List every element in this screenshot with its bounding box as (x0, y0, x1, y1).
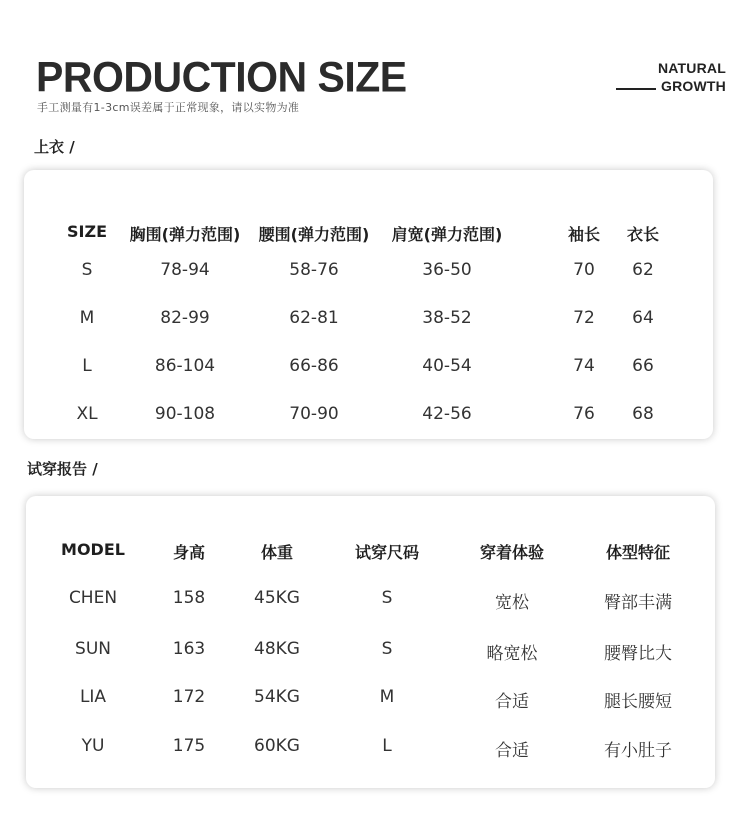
size-cell-r2-c3: 40-54 (422, 356, 472, 376)
fit-cell-r0-c1: 158 (172, 588, 206, 608)
size-cell-r3-c0: XL (76, 404, 98, 424)
size-header-1: 胸围(弹力范围) (129, 225, 241, 244)
fit-cell-r0-c5: 臀部丰满 (604, 593, 672, 613)
fit-cell-r1-c4: 略宽松 (486, 644, 538, 664)
fit-header-4: 穿着体验 (479, 543, 545, 562)
size-cell-r1-c5: 64 (632, 308, 654, 328)
fit-cell-r3-c3: L (382, 736, 392, 756)
size-cell-r2-c5: 66 (632, 356, 654, 376)
fit-cell-r2-c4: 合适 (495, 692, 529, 712)
fit-cell-r3-c0: YU (81, 736, 105, 756)
fit-cell-r2-c3: M (379, 687, 395, 707)
fit-cell-r1-c1: 163 (172, 639, 206, 659)
fit-section-label: 试穿报告 / (27, 460, 98, 478)
brand-mark (616, 60, 726, 96)
brand-line-1: NATURAL (657, 60, 726, 76)
fit-cell-r1-c0: SUN (75, 639, 111, 659)
fit-cell-r1-c2: 48KG (254, 639, 300, 659)
size-cell-r2-c0: L (82, 356, 92, 376)
size-cell-r0-c0: S (81, 260, 93, 280)
brand-underline (616, 88, 656, 90)
size-cell-r0-c2: 58-76 (289, 260, 339, 280)
size-cell-r3-c5: 68 (632, 404, 654, 424)
fit-cell-r3-c5: 有小肚子 (604, 741, 672, 761)
size-cell-r0-c4: 70 (573, 260, 595, 280)
fit-cell-r2-c5: 腿长腰短 (604, 692, 672, 712)
size-header-0: SIZE (66, 222, 108, 241)
size-cell-r1-c4: 72 (573, 308, 595, 328)
size-cell-r0-c3: 36-50 (422, 260, 472, 280)
size-cell-r3-c3: 42-56 (422, 404, 472, 424)
size-cell-r3-c2: 70-90 (289, 404, 339, 424)
fit-cell-r3-c2: 60KG (254, 736, 300, 756)
size-cell-r1-c1: 82-99 (160, 308, 210, 328)
fit-cell-r1-c3: S (381, 639, 393, 659)
fit-header-1: 身高 (172, 543, 206, 562)
size-cell-r1-c0: M (79, 308, 95, 328)
size-cell-r0-c5: 62 (632, 260, 654, 280)
size-chart-card (24, 170, 713, 439)
size-cell-r1-c2: 62-81 (289, 308, 339, 328)
page-title: PRODUCTION SIZE (36, 52, 407, 102)
fit-cell-r3-c4: 合适 (495, 741, 529, 761)
fit-cell-r0-c3: S (381, 588, 393, 608)
size-cell-r2-c2: 66-86 (289, 356, 339, 376)
size-header-3: 肩宽(弹力范围) (391, 225, 503, 244)
size-header-2: 腰围(弹力范围) (258, 225, 370, 244)
size-cell-r0-c1: 78-94 (160, 260, 210, 280)
fit-header-3: 试穿尺码 (354, 543, 420, 562)
fit-cell-r2-c0: LIA (79, 687, 107, 707)
fit-header-2: 体重 (260, 543, 294, 562)
measurement-note: 手工测量有1-3cm误差属于正常现象，请以实物为准 (37, 101, 300, 114)
fit-header-0: MODEL (61, 540, 125, 559)
fit-header-5: 体型特征 (605, 543, 671, 562)
size-header-5: 衣长 (626, 225, 660, 244)
size-cell-r2-c1: 86-104 (154, 356, 216, 376)
brand-line-2: GROWTH (661, 78, 726, 94)
size-section-label: 上衣 / (34, 138, 75, 156)
fit-cell-r0-c4: 宽松 (495, 593, 529, 613)
fit-cell-r1-c5: 腰臀比大 (604, 644, 672, 664)
fit-cell-r2-c1: 172 (172, 687, 206, 707)
fit-report-card (26, 496, 715, 788)
fit-cell-r0-c2: 45KG (254, 588, 300, 608)
size-header-4: 袖长 (567, 225, 601, 244)
size-cell-r3-c4: 76 (573, 404, 595, 424)
size-cell-r2-c4: 74 (573, 356, 595, 376)
size-cell-r1-c3: 38-52 (422, 308, 472, 328)
size-cell-r3-c1: 90-108 (154, 404, 216, 424)
fit-cell-r0-c0: CHEN (68, 588, 118, 608)
fit-cell-r2-c2: 54KG (254, 687, 300, 707)
fit-cell-r3-c1: 175 (172, 736, 206, 756)
